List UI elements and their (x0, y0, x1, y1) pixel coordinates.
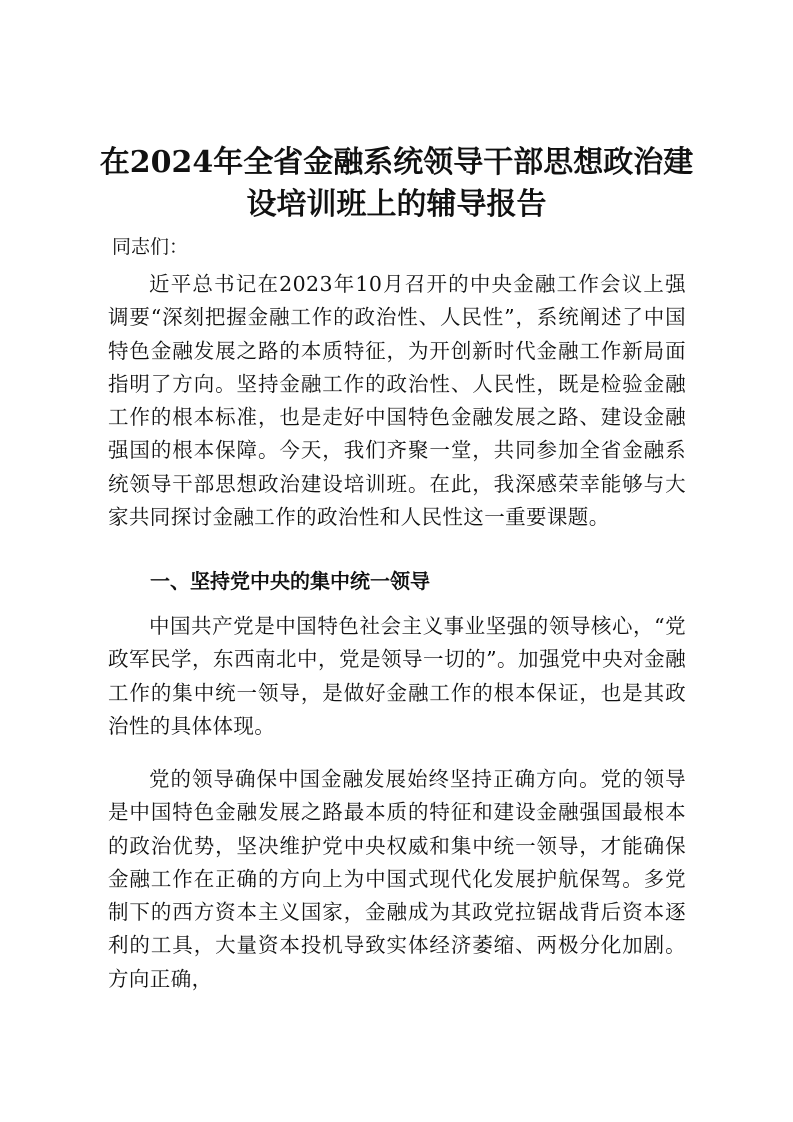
document-title-line-2: 设培训班上的辅导报告 (246, 187, 547, 222)
document-title-line-1: 在2024年全省金融系统领导干部思想政治建 (99, 145, 694, 180)
section-heading-1: 一、坚持党中央的集中统一领导 (150, 569, 430, 593)
salutation: 同志们： (112, 236, 189, 258)
body-paragraph-2: 中国共产党是中国特色社会主义事业坚强的领导核心，“党政军民学，东西南北中，党是领导一切的”。加强党中央对金融工作的集中统一领导，是做好金融工作的根本保证，也是其政治性的具体体现。 (108, 614, 686, 738)
body-paragraph-3: 党的领导确保中国金融发展始终坚持正确方向。党的领导是中国特色金融发展之路最本质的特征和建设金融强国最根本的政治优势，坚决维护党中央权威和集中统一领导，才能确保金融工作在正确的方向上为中国式现代化发展护航保驾。多党制下的西方资本主义国家，金融成为其政党拉锯战背后资本逐利的工具，大量资本投机导致实体经济萎缩、两极分化加剧。方向正确， (108, 767, 686, 991)
body-paragraph-1: 近平总书记在2023年10月召开的中央金融工作会议上强调要“深刻把握金融工作的政治性、人民性”，系统阐述了中国特色金融发展之路的本质特征，为开创新时代金融工作新局面指明了方向。坚持金融工作的政治性、人民性，既是检验金融工作的根本标准，也是走好中国特色金融发展之路、建设金融强国的根本保障。今天，我们齐聚一堂，共同参加全省金融系统领导干部思想政治建设培训班。在此，我深感荣幸能够与大家共同探讨金融工作的政治性和人民性这一重要课题。 (108, 272, 686, 530)
